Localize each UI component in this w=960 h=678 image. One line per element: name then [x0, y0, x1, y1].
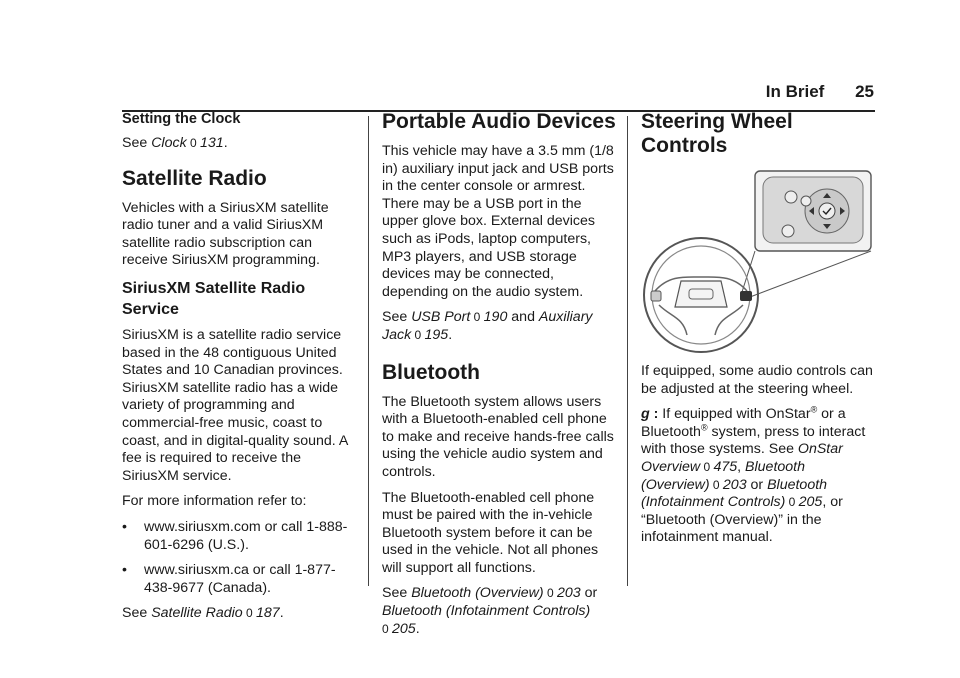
bt-overview-page-link[interactable]: 203 — [722, 476, 747, 493]
column-divider-2 — [627, 116, 628, 586]
satellite-reference — [122, 605, 354, 623]
page-number: 25 — [855, 82, 874, 101]
period: . — [223, 135, 228, 151]
clock-reference — [122, 135, 354, 153]
header-section-title: In Brief — [765, 82, 825, 101]
heading-steering-wheel-controls: Steering Wheel Controls — [641, 110, 793, 157]
ref-symbol: 0 — [709, 477, 723, 492]
bullet-text-canada: www.siriusxm.ca or call 1-877-438-9677 (Canada). — [144, 562, 336, 596]
bullet-text-us: www.siriusxm.com or call 1-888-601-6296 (U.S.). — [144, 518, 348, 553]
steering-wheel-illustration — [641, 167, 901, 353]
siriusxm-paragraph: SiriusXM is a satellite radio service based in the 48 contiguous United States and 10 Canadian provinces. SiriusXM satellite radio has a wide variety of programming and commercial-free music, coast to coast, and in digital-quality sound. A fee is required to receive the SiriusXM service. — [122, 326, 348, 484]
satellite-paragraph: Vehicles with a SiriusXM satellite radio tuner and a valid SiriusXM satellite radio subscription can receive SiriusXM programming. — [122, 199, 329, 269]
text-fragment: If equipped with OnStar — [662, 406, 811, 423]
ref-symbol: 0 — [382, 621, 393, 636]
column-3 — [641, 110, 877, 555]
bluetooth-infotainment-link[interactable]: Bluetooth (Infotainment Controls) — [382, 603, 591, 620]
period: . — [415, 620, 420, 637]
period: . — [448, 326, 453, 343]
bt-infotainment-page-link[interactable]: 205 — [798, 494, 823, 511]
bluetooth-paragraph-2: The Bluetooth-enabled cell phone must be paired with the in-vehicle Bluetooth system before it can be used in the vehicle. Not all phones will support all functions. — [382, 489, 599, 576]
clock-page-link[interactable]: 131 — [200, 135, 224, 151]
ref-symbol: 0 — [785, 495, 799, 510]
registered-mark: ® — [700, 422, 708, 433]
heading-portable-audio: Portable Audio Devices — [382, 110, 616, 133]
ref-symbol: 0 — [700, 459, 714, 474]
heading-satellite-radio: Satellite Radio — [122, 166, 267, 190]
bluetooth-reference — [382, 585, 617, 638]
audio-reference — [382, 309, 617, 344]
bullet-item — [122, 519, 354, 554]
ref-symbol: 0 — [411, 327, 425, 342]
more-info-paragraph: For more information refer to: — [122, 493, 307, 510]
phone-icon: g — [641, 406, 650, 423]
running-header — [766, 82, 874, 102]
see-text: See — [382, 585, 412, 602]
text-fragment: system, press to interact with those systems. See — [641, 423, 866, 458]
column-divider-1 — [368, 116, 369, 586]
ref-symbol: 0 — [543, 586, 557, 601]
aux-page-link[interactable]: 195 — [424, 326, 449, 343]
bluetooth-overview-link[interactable]: Bluetooth (Overview) — [641, 458, 805, 493]
period: . — [279, 605, 284, 622]
or-text: or — [580, 585, 598, 602]
ref-symbol: 0 — [242, 606, 257, 621]
usb-page-link[interactable]: 190 — [483, 309, 508, 326]
bluetooth-infotainment-link[interactable]: Bluetooth (Infotainment Controls) — [641, 476, 828, 511]
steering-wheel-icon — [641, 167, 877, 353]
bullet-mark: • — [122, 518, 127, 535]
comma: , — [737, 458, 746, 475]
and-text: and — [507, 309, 539, 326]
onstar-page-link[interactable]: 475 — [713, 458, 738, 475]
usb-port-link[interactable]: USB Port — [411, 309, 471, 326]
bullet-mark: • — [122, 562, 127, 579]
column-1 — [122, 110, 354, 631]
heading-siriusxm-service: SiriusXM Satellite Radio Service — [122, 279, 306, 318]
colon: : — [649, 406, 663, 423]
see-text: See — [122, 135, 152, 151]
auxiliary-jack-link[interactable]: Auxiliary Jack — [382, 309, 593, 343]
text-fragment: , or “Bluetooth (Overview)” in the infotainment manual. — [641, 494, 843, 546]
see-text: See — [122, 605, 152, 622]
bluetooth-paragraph-1: The Bluetooth system allows users with a Bluetooth-enabled cell phone to make and receive hands-free calls using the vehicle audio system and controls. — [382, 393, 614, 480]
text-fragment: or a Bluetooth — [641, 406, 846, 440]
bt-overview-page-link[interactable]: 203 — [557, 585, 581, 602]
ref-symbol: 0 — [186, 136, 201, 150]
registered-mark: ® — [810, 404, 818, 415]
heading-bluetooth: Bluetooth — [382, 360, 480, 384]
see-text: See — [382, 309, 412, 326]
clock-link[interactable]: Clock — [151, 135, 187, 151]
bt-infotainment-page-link[interactable]: 205 — [392, 620, 416, 637]
phone-button-paragraph — [641, 406, 877, 547]
bullet-item — [122, 562, 354, 597]
satellite-radio-link[interactable]: Satellite Radio — [151, 605, 243, 622]
satellite-page-link[interactable]: 187 — [256, 605, 280, 622]
onstar-overview-link[interactable]: OnStar Overview — [641, 441, 843, 475]
ref-symbol: 0 — [470, 310, 484, 325]
steering-controls-paragraph: If equipped, some audio controls can be adjusted at the steering wheel. — [641, 363, 873, 397]
heading-setting-clock: Setting the Clock — [122, 111, 241, 127]
or-text: or — [746, 476, 768, 493]
column-2 — [382, 110, 617, 646]
bluetooth-overview-link[interactable]: Bluetooth (Overview) — [411, 585, 544, 602]
audio-paragraph: This vehicle may have a 3.5 mm (1/8 in) auxiliary input jack and USB ports in the center console or armrest. There may be a USB port in the upper glove box. External devices such as iPods, laptop computers, MP3 players, and USB storage devices may be connected, depending on the audio system. — [382, 143, 614, 300]
